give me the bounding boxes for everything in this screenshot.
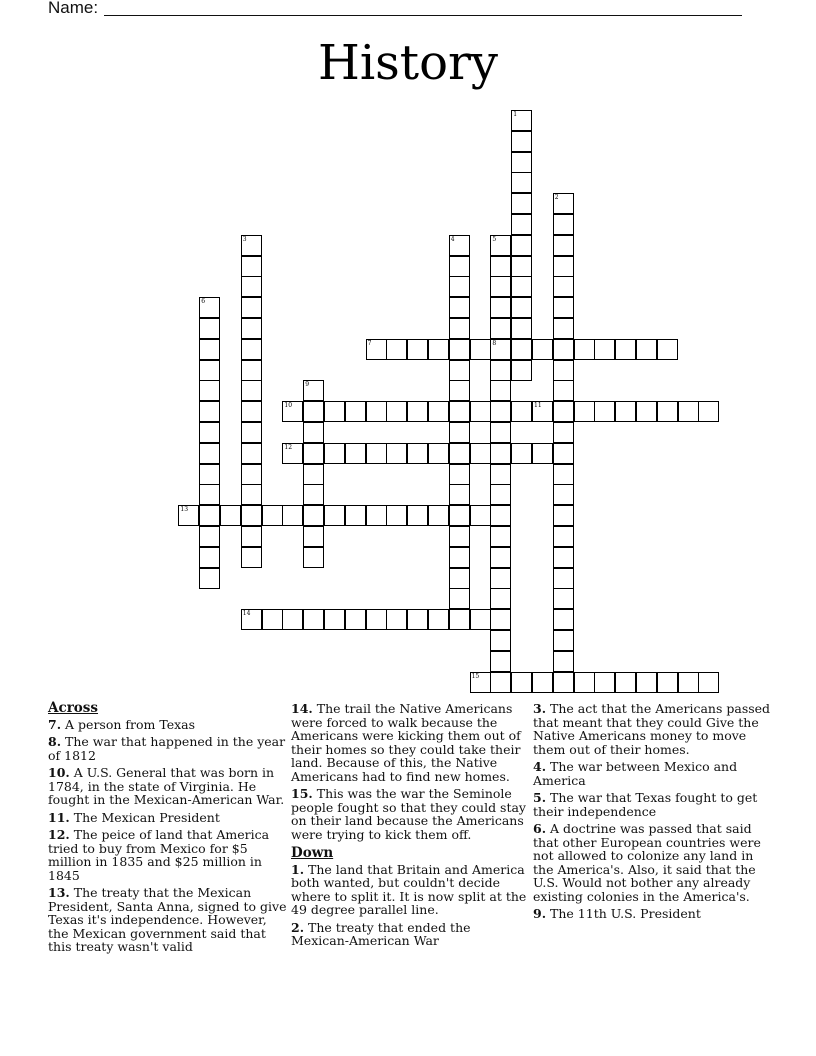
crossword-cell[interactable] [574, 672, 595, 693]
crossword-cell[interactable] [490, 568, 511, 589]
crossword-cell[interactable] [303, 464, 324, 485]
crossword-cell[interactable] [449, 422, 470, 443]
crossword-cell[interactable] [407, 505, 428, 526]
crossword-cell[interactable] [532, 401, 553, 422]
crossword-cell[interactable] [386, 609, 407, 630]
clue-number: 12 [284, 443, 293, 451]
clue-number: 15 [471, 672, 480, 680]
crossword-cell[interactable] [199, 464, 220, 485]
down-heading: Down [291, 845, 334, 861]
crossword-cell[interactable] [199, 380, 220, 401]
crossword-cell[interactable] [428, 339, 449, 360]
crossword-cell[interactable] [490, 360, 511, 381]
clue-across-15: 15. This was the war the Seminole people fought so that they could stay on their land because the Americans were trying to kick them off. [291, 786, 526, 842]
crossword-cell[interactable] [241, 297, 262, 318]
clues-column-3 [533, 702, 773, 925]
crossword-cell[interactable] [553, 568, 574, 589]
page-title: History [317, 35, 499, 91]
crossword-cell[interactable] [282, 609, 303, 630]
crossword-cell[interactable] [324, 505, 345, 526]
crossword-cell[interactable] [636, 401, 657, 422]
clue-across-10: 10. A U.S. General that was born in 1784, in the state of Virginia. He fought in the Mexican-American War. [48, 765, 285, 807]
crossword-cell[interactable] [553, 609, 574, 630]
crossword-cell[interactable] [615, 401, 636, 422]
crossword-cell[interactable] [241, 505, 262, 526]
clue-number: 14 [242, 610, 251, 618]
crossword-cell[interactable] [511, 110, 532, 131]
crossword-cell[interactable] [470, 672, 491, 693]
crossword-cell[interactable] [324, 609, 345, 630]
crossword-cell[interactable] [241, 609, 262, 630]
crossword-cell[interactable] [490, 256, 511, 277]
clue-across-12: 12. The peice of land that America tried to buy from Mexico for $5 million in 1835 and $25 million in 1845 [48, 827, 270, 883]
crossword-cell[interactable] [574, 339, 595, 360]
crossword-cell[interactable] [553, 651, 574, 672]
crossword-cell[interactable] [553, 380, 574, 401]
crossword-cell[interactable] [449, 235, 470, 256]
crossword-cell[interactable] [449, 484, 470, 505]
crossword-cell[interactable] [282, 505, 303, 526]
crossword-cell[interactable] [698, 401, 719, 422]
crossword-cell[interactable] [262, 609, 283, 630]
crossword-cell[interactable] [511, 172, 532, 193]
crossword-cell[interactable] [553, 360, 574, 381]
crossword-cell[interactable] [553, 318, 574, 339]
crossword-cell[interactable] [511, 443, 532, 464]
clue-across-11: 11. The Mexican President [48, 809, 220, 825]
crossword-cell[interactable] [511, 672, 532, 693]
crossword-cell[interactable] [636, 339, 657, 360]
crossword-cell[interactable] [449, 526, 470, 547]
crossword-cell[interactable] [449, 276, 470, 297]
crossword-cell[interactable] [220, 505, 241, 526]
crossword-cell[interactable] [490, 609, 511, 630]
crossword-cell[interactable] [470, 401, 491, 422]
crossword-cell[interactable] [449, 339, 470, 360]
crossword-cell[interactable] [199, 547, 220, 568]
crossword-cell[interactable] [386, 401, 407, 422]
crossword-cell[interactable] [449, 297, 470, 318]
crossword-cell[interactable] [449, 609, 470, 630]
crossword-cell[interactable] [199, 422, 220, 443]
clue-across-13: 13. The treaty that the Mexican President, Santa Anna, signed to give Texas it's independence. However, the Mexican government said that this treaty wasn't valid [48, 885, 287, 954]
crossword-cell[interactable] [511, 193, 532, 214]
crossword-cell[interactable] [449, 568, 470, 589]
crossword-cell[interactable] [490, 588, 511, 609]
crossword-cell[interactable] [282, 401, 303, 422]
crossword-cell[interactable] [657, 339, 678, 360]
crossword-cell[interactable] [490, 651, 511, 672]
crossword-cell[interactable] [553, 588, 574, 609]
crossword-cell[interactable] [490, 547, 511, 568]
crossword-cell[interactable] [407, 609, 428, 630]
crossword-cell[interactable] [594, 672, 615, 693]
crossword-cell[interactable] [574, 401, 595, 422]
clues-column-2 [291, 702, 529, 952]
crossword-cell[interactable] [366, 609, 387, 630]
crossword-cell[interactable] [303, 484, 324, 505]
crossword-cell[interactable] [511, 318, 532, 339]
crossword-cell[interactable] [553, 339, 574, 360]
clue-number: 6 [201, 298, 206, 306]
clue-across-7: 7. A person from Texas [48, 716, 196, 732]
crossword-cell[interactable] [553, 235, 574, 256]
crossword-cell[interactable] [178, 505, 199, 526]
crossword-cell[interactable] [490, 297, 511, 318]
crossword-cell[interactable] [282, 443, 303, 464]
crossword-cell[interactable] [241, 235, 262, 256]
clue-number: 8 [492, 339, 497, 347]
crossword-cell[interactable] [241, 276, 262, 297]
crossword-cell[interactable] [532, 443, 553, 464]
crossword-cell[interactable] [678, 401, 699, 422]
crossword-cell[interactable] [345, 505, 366, 526]
crossword-cell[interactable] [553, 672, 574, 693]
crossword-cell[interactable] [449, 505, 470, 526]
crossword-cell[interactable] [303, 380, 324, 401]
crossword-cell[interactable] [199, 339, 220, 360]
crossword-cell[interactable] [199, 360, 220, 381]
crossword-cell[interactable] [262, 505, 283, 526]
crossword-cell[interactable] [511, 297, 532, 318]
crossword-cell[interactable] [407, 401, 428, 422]
clue-down-3: 3. The act that the Americans passed that meant that they could Give the Native Americans money to move them out of their homes. [533, 701, 771, 757]
crossword-cell[interactable] [553, 401, 574, 422]
crossword-cell[interactable] [241, 547, 262, 568]
clue-number: 2 [554, 194, 559, 202]
crossword-cell[interactable] [490, 235, 511, 256]
crossword-cell[interactable] [470, 505, 491, 526]
crossword-cell[interactable] [490, 443, 511, 464]
clue-down-1: 1. The land that Britain and America both wanted, but couldn't decide where to split it. It is now split at the 49 degree parallel line. [291, 861, 527, 917]
crossword-cell[interactable] [678, 672, 699, 693]
crossword-cell[interactable] [449, 588, 470, 609]
crossword-cell[interactable] [303, 609, 324, 630]
crossword-cell[interactable] [470, 443, 491, 464]
clue-number: 3 [242, 235, 247, 243]
clues-column-1 [48, 702, 288, 958]
clue-number: 1 [513, 111, 518, 118]
crossword-cell[interactable] [511, 131, 532, 152]
crossword-cell[interactable] [553, 505, 574, 526]
crossword-cell[interactable] [449, 401, 470, 422]
crossword-cell[interactable] [366, 401, 387, 422]
crossword-cell[interactable] [303, 505, 324, 526]
crossword-cell[interactable] [199, 318, 220, 339]
name-label: Name: [48, 0, 99, 17]
crossword-cell[interactable] [490, 276, 511, 297]
crossword-cell[interactable] [553, 464, 574, 485]
crossword-cell[interactable] [490, 505, 511, 526]
crossword-cell[interactable] [490, 484, 511, 505]
crossword-cell[interactable] [615, 339, 636, 360]
crossword-cell[interactable] [241, 443, 262, 464]
crossword-cell[interactable] [490, 526, 511, 547]
crossword-cell[interactable] [490, 672, 511, 693]
clue-number: 7 [367, 339, 372, 347]
crossword-cell[interactable] [366, 339, 387, 360]
crossword-cell[interactable] [553, 193, 574, 214]
crossword-cell[interactable] [324, 401, 345, 422]
across-heading: Across [48, 700, 99, 716]
crossword-cell[interactable] [594, 401, 615, 422]
crossword-cell[interactable] [490, 339, 511, 360]
crossword-cell[interactable] [241, 380, 262, 401]
crossword-cell[interactable] [241, 422, 262, 443]
crossword-cell[interactable] [449, 380, 470, 401]
crossword-cell[interactable] [657, 401, 678, 422]
crossword-cell[interactable] [511, 401, 532, 422]
crossword-cell[interactable] [511, 235, 532, 256]
crossword-cell[interactable] [199, 297, 220, 318]
crossword-cell[interactable] [241, 339, 262, 360]
crossword-cell[interactable] [511, 256, 532, 277]
crossword-cell[interactable] [698, 672, 719, 693]
crossword-cell[interactable] [199, 484, 220, 505]
crossword-cell[interactable] [553, 547, 574, 568]
crossword-cell[interactable] [449, 443, 470, 464]
crossword-cell[interactable] [199, 568, 220, 589]
crossword-cell[interactable] [470, 339, 491, 360]
clue-number: 4 [450, 235, 455, 243]
clue-down-2: 2. The treaty that ended the Mexican-American War [291, 919, 471, 948]
crossword-cell[interactable] [636, 672, 657, 693]
crossword-cell[interactable] [449, 547, 470, 568]
crossword-cell[interactable] [657, 672, 678, 693]
crossword-cell[interactable] [470, 609, 491, 630]
clue-number: 9 [305, 381, 310, 389]
crossword-cell[interactable] [428, 505, 449, 526]
crossword-cell[interactable] [553, 214, 574, 235]
crossword-cell[interactable] [553, 297, 574, 318]
crossword-cell[interactable] [490, 464, 511, 485]
crossword-cell[interactable] [241, 484, 262, 505]
crossword-cell[interactable] [511, 214, 532, 235]
clue-number: 11 [534, 402, 542, 410]
crossword-cell[interactable] [553, 630, 574, 651]
crossword-cell[interactable] [345, 401, 366, 422]
crossword-cell[interactable] [553, 443, 574, 464]
crossword-cell[interactable] [553, 484, 574, 505]
crossword-cell[interactable] [324, 443, 345, 464]
crossword-cell[interactable] [449, 318, 470, 339]
crossword-cell[interactable] [553, 256, 574, 277]
crossword-cell[interactable] [199, 443, 220, 464]
crossword-cell[interactable] [241, 360, 262, 381]
crossword-cell[interactable] [511, 360, 532, 381]
crossword-cell[interactable] [241, 256, 262, 277]
crossword-cell[interactable] [532, 672, 553, 693]
clue-across-14: 14. The trail the Native Americans were forced to walk because the Americans were kicking them out of their homes so they could take their land. Because of this, the Native Americans had to find new homes. [291, 701, 521, 784]
crossword-cell[interactable] [490, 380, 511, 401]
crossword-cell[interactable] [407, 339, 428, 360]
crossword-cell[interactable] [366, 505, 387, 526]
crossword-cell[interactable] [428, 609, 449, 630]
crossword-cell[interactable] [386, 339, 407, 360]
crossword-cell[interactable] [241, 401, 262, 422]
crossword-cell[interactable] [303, 401, 324, 422]
crossword-cell[interactable] [386, 505, 407, 526]
crossword-cell[interactable] [449, 360, 470, 381]
crossword-cell[interactable] [594, 339, 615, 360]
crossword-cell[interactable] [511, 152, 532, 173]
clue-number: 13 [180, 506, 189, 514]
crossword-cell[interactable] [490, 630, 511, 651]
crossword-cell[interactable] [366, 443, 387, 464]
crossword-cell[interactable] [490, 422, 511, 443]
crossword-cell[interactable] [303, 443, 324, 464]
crossword-cell[interactable] [303, 422, 324, 443]
crossword-cell[interactable] [490, 401, 511, 422]
crossword-cell[interactable] [199, 401, 220, 422]
crossword-cell[interactable] [532, 339, 553, 360]
crossword-cell[interactable] [449, 464, 470, 485]
crossword-cell[interactable] [303, 526, 324, 547]
clue-across-8: 8. The war that happened in the year of 1812 [48, 734, 286, 763]
crossword-cell[interactable] [345, 609, 366, 630]
crossword-cell[interactable] [241, 526, 262, 547]
crossword-cell[interactable] [386, 443, 407, 464]
crossword-cell[interactable] [428, 401, 449, 422]
clue-down-5: 5. The war that Texas fought to get their independence [533, 790, 758, 819]
crossword-cell[interactable] [490, 318, 511, 339]
crossword-cell[interactable] [428, 443, 449, 464]
crossword-cell[interactable] [199, 505, 220, 526]
crossword-cell[interactable] [511, 276, 532, 297]
crossword-cell[interactable] [199, 526, 220, 547]
crossword-cell[interactable] [553, 526, 574, 547]
crossword-cell[interactable] [241, 464, 262, 485]
clue-number: 5 [492, 235, 497, 243]
crossword-cell[interactable] [345, 443, 366, 464]
crossword-cell[interactable] [407, 443, 428, 464]
clue-number: 10 [284, 402, 293, 410]
crossword-cell[interactable] [303, 547, 324, 568]
clue-down-4: 4. The war between Mexico and America [533, 759, 738, 788]
clue-down-6: 6. A doctrine was passed that said that other European countries were not allowed to colonize any land in the America's. Also, it said that the U.S. Would not bother any already existing colonies in the America's. [533, 821, 761, 904]
clue-down-9: 9. The 11th U.S. President [533, 906, 701, 921]
crossword-cell[interactable] [449, 256, 470, 277]
crossword-cell[interactable] [511, 339, 532, 360]
crossword-cell[interactable] [241, 318, 262, 339]
crossword-cell[interactable] [553, 276, 574, 297]
crossword-cell[interactable] [553, 422, 574, 443]
crossword-cell[interactable] [615, 672, 636, 693]
